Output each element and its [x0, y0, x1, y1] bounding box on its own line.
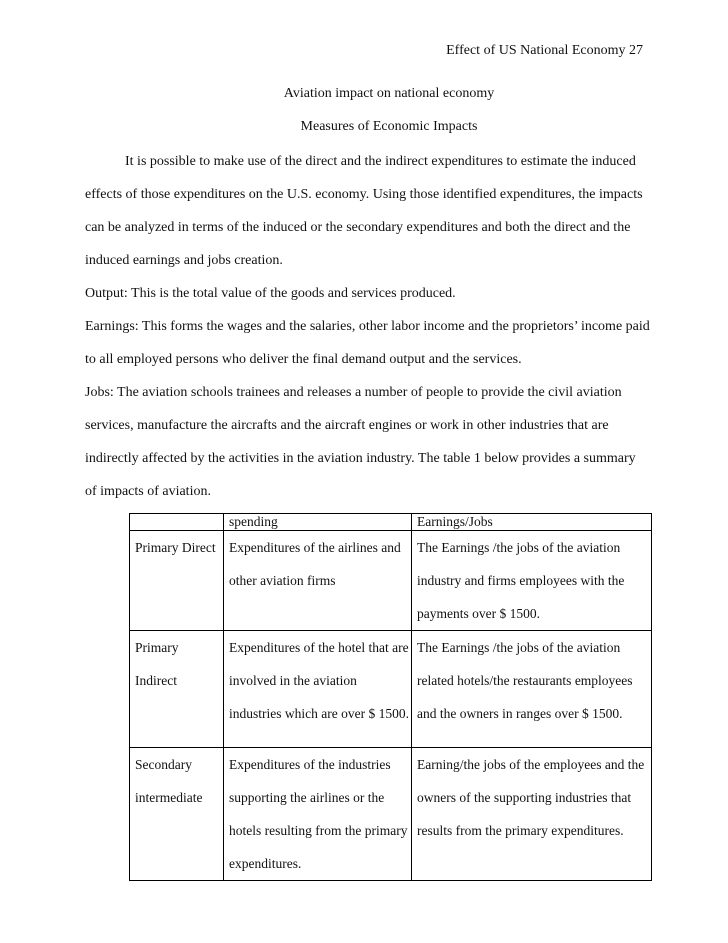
earnings-cell — [412, 531, 652, 631]
category-cell — [130, 631, 224, 748]
spending-cell — [224, 631, 412, 748]
earnings-cell — [412, 631, 652, 748]
section-title: Aviation impact on national economy — [283, 86, 495, 101]
category-text: Secondary intermediate — [135, 757, 203, 805]
category-cell — [130, 748, 224, 881]
category-cell — [130, 531, 224, 631]
earnings-text: Earning/the jobs of the employees and the owners of the supporting industries that results from the primary expenditures. — [417, 757, 645, 838]
table-header-cell: spending — [224, 514, 412, 531]
earnings-cell — [412, 748, 652, 881]
spending-cell — [224, 748, 412, 881]
table-header-cell — [130, 514, 224, 531]
category-text: Primary Direct — [135, 540, 216, 555]
spending-cell — [224, 531, 412, 631]
jobs-definition: Jobs: The aviation schools trainees and releases a number of people to provide the civil aviation services, manufacture the aircrafts and the aircraft engines or work in other industries that are indirectly affected by the activities in the aviation industry. The table 1 below provides a summary of impacts of aviation. — [85, 385, 636, 499]
table-header-cell: Earnings/Jobs — [412, 514, 652, 531]
section-subtitle: Measures of Economic Impacts — [300, 119, 478, 134]
table-row — [130, 748, 652, 881]
spending-text: Expenditures of the hotel that are involved in the aviation industries which are over $ 1500. — [229, 640, 409, 721]
table-header-row — [130, 514, 652, 531]
table-row — [130, 631, 652, 748]
spending-text: Expenditures of the airlines and other aviation firms — [229, 540, 401, 588]
impacts-table-container — [129, 513, 651, 871]
earnings-text: The Earnings /the jobs of the aviation industry and firms employees with the payments over $ 1500. — [417, 540, 625, 621]
earnings-text: The Earnings /the jobs of the aviation related hotels/the restaurants employees and the owners in ranges over $ 1500. — [417, 640, 633, 721]
table-row — [130, 531, 652, 631]
impacts-table — [129, 513, 652, 881]
spending-text: Expenditures of the industries supporting the airlines or the hotels resulting from the primary expenditures. — [229, 757, 408, 871]
intro-paragraph: It is possible to make use of the direct and the indirect expenditures to estimate the induced effects of those expenditures on the U.S. economy. Using those identified expenditures, the impacts can be analyzed in terms of the induced or the secondary expenditures and both the direct and the induced earnings and jobs creation. — [85, 154, 643, 268]
earnings-definition: Earnings: This forms the wages and the salaries, other labor income and the proprietors’ income paid to all employed persons who deliver the final demand output and the services. — [85, 319, 650, 367]
category-text: Primary Indirect — [135, 640, 179, 688]
running-head: Effect of US National Economy 27 — [446, 43, 643, 58]
output-definition: Output: This is the total value of the goods and services produced. — [85, 286, 456, 301]
